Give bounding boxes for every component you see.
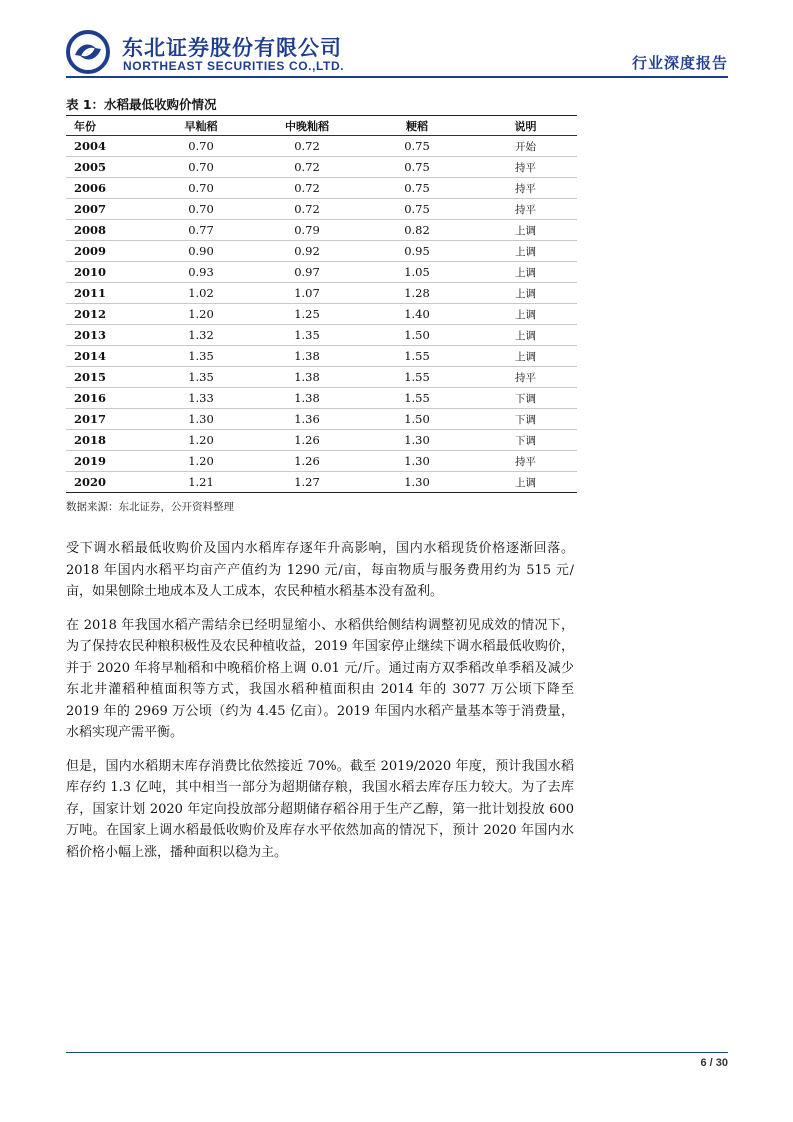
table-row [66, 346, 577, 367]
table-row [66, 283, 577, 304]
row-japonica: 1.50 [360, 325, 474, 346]
row-note: 上调 [474, 325, 577, 346]
row-note: 下调 [474, 388, 577, 409]
column-header-year: 年份 [66, 116, 148, 136]
company-name-en: NORTHEAST SECURITIES CO.,LTD. [123, 59, 345, 73]
row-note: 持平 [474, 367, 577, 388]
row-year: 2015 [66, 367, 148, 388]
row-japonica: 1.30 [360, 451, 474, 472]
row-early-indica: 1.35 [148, 367, 254, 388]
row-note: 开始 [474, 136, 577, 157]
row-early-indica: 0.93 [148, 262, 254, 283]
row-note: 上调 [474, 304, 577, 325]
table-row [66, 178, 577, 199]
row-early-indica: 1.20 [148, 430, 254, 451]
row-year: 2004 [66, 136, 148, 157]
row-japonica: 1.55 [360, 367, 474, 388]
row-early-indica: 1.32 [148, 325, 254, 346]
row-note: 上调 [474, 220, 577, 241]
table-row [66, 325, 577, 346]
row-note: 上调 [474, 346, 577, 367]
page-header [66, 28, 728, 76]
header-divider [66, 76, 728, 78]
row-note: 下调 [474, 430, 577, 451]
row-japonica: 0.75 [360, 136, 474, 157]
table-row [66, 241, 577, 262]
table-row [66, 430, 577, 451]
row-mid-late-indica: 0.72 [254, 178, 360, 199]
table-row [66, 136, 577, 157]
row-year: 2005 [66, 157, 148, 178]
row-year: 2019 [66, 451, 148, 472]
row-early-indica: 1.20 [148, 451, 254, 472]
row-japonica: 1.30 [360, 472, 474, 493]
row-mid-late-indica: 0.72 [254, 199, 360, 220]
row-mid-late-indica: 1.07 [254, 283, 360, 304]
row-year: 2011 [66, 283, 148, 304]
row-early-indica: 0.70 [148, 157, 254, 178]
column-header-early-indica: 早籼稻 [148, 116, 254, 136]
company-name-cn: 东北证券股份有限公司 [122, 36, 342, 60]
row-early-indica: 0.70 [148, 136, 254, 157]
row-early-indica: 1.02 [148, 283, 254, 304]
row-early-indica: 1.20 [148, 304, 254, 325]
row-note: 上调 [474, 283, 577, 304]
row-japonica: 1.28 [360, 283, 474, 304]
row-early-indica: 0.70 [148, 199, 254, 220]
row-early-indica: 0.70 [148, 178, 254, 199]
footer-divider [66, 1052, 728, 1053]
row-japonica: 0.75 [360, 178, 474, 199]
row-note: 持平 [474, 451, 577, 472]
row-year: 2016 [66, 388, 148, 409]
table-row [66, 304, 577, 325]
row-japonica: 1.05 [360, 262, 474, 283]
row-early-indica: 0.90 [148, 241, 254, 262]
row-note: 持平 [474, 178, 577, 199]
table-source: 数据来源：东北证券，公开资料整理 [66, 501, 234, 513]
table-row [66, 199, 577, 220]
table-row [66, 388, 577, 409]
column-header-japonica: 粳稻 [360, 116, 474, 136]
column-header-note: 说明 [474, 116, 577, 136]
table-row [66, 451, 577, 472]
row-japonica: 0.75 [360, 199, 474, 220]
body-text [66, 538, 574, 875]
report-type-label: 行业深度报告 [631, 54, 728, 72]
table-row [66, 409, 577, 430]
row-mid-late-indica: 1.38 [254, 367, 360, 388]
row-mid-late-indica: 1.25 [254, 304, 360, 325]
row-year: 2018 [66, 430, 148, 451]
row-year: 2013 [66, 325, 148, 346]
row-early-indica: 0.77 [148, 220, 254, 241]
rice-min-price-table [66, 115, 577, 493]
table-row [66, 157, 577, 178]
row-mid-late-indica: 1.26 [254, 430, 360, 451]
row-year: 2009 [66, 241, 148, 262]
row-japonica: 0.82 [360, 220, 474, 241]
page-number: 6 / 30 [700, 1057, 728, 1069]
row-japonica: 0.95 [360, 241, 474, 262]
row-mid-late-indica: 1.26 [254, 451, 360, 472]
row-early-indica: 1.35 [148, 346, 254, 367]
table-row [66, 367, 577, 388]
paragraph: 但是，国内水稻期末库存消费比依然接近 70%。截至 2019/2020 年度，预计我国水稻库存约 1.3 亿吨，其中相当一部分为超期储存粮，我国水稻去库存压力较大。为了去库存，国家计划 2020 年定向投放部分超期储存稻谷用于生产乙醇，第一批计划投放 600 万吨。在国家上调水稻最低收购价及库存水平依然加高的情况下，预计 2020 年国内水稻价格小幅上涨，播种面积以稳为主。 [66, 758, 574, 860]
row-mid-late-indica: 0.79 [254, 220, 360, 241]
row-mid-late-indica: 0.72 [254, 136, 360, 157]
company-logo-icon [66, 30, 110, 74]
row-japonica: 0.75 [360, 157, 474, 178]
row-early-indica: 1.33 [148, 388, 254, 409]
row-note: 上调 [474, 472, 577, 493]
row-note: 持平 [474, 157, 577, 178]
row-japonica: 1.50 [360, 409, 474, 430]
table-row [66, 472, 577, 493]
paragraph: 受下调水稻最低收购价及国内水稻库存逐年升高影响，国内水稻现货价格逐渐回落。2018 年国内水稻平均亩产产值约为 1290 元/亩，每亩物质与服务费用约为 515 元/亩，如果刨除土地成本及人工成本，农民种植水稻基本没有盈利。 [66, 541, 574, 599]
row-note: 上调 [474, 241, 577, 262]
row-mid-late-indica: 1.38 [254, 388, 360, 409]
row-japonica: 1.55 [360, 346, 474, 367]
row-mid-late-indica: 1.35 [254, 325, 360, 346]
paragraph: 在 2018 年我国水稻产需结余已经明显缩小、水稻供给侧结构调整初见成效的情况下，为了保持农民种粮积极性及农民种植收益，2019 年国家停止继续下调水稻最低收购价，并于 2020 年将早籼稻和中晚稻价格上调 0.01 元/斤。通过南方双季稻改单季稻及减少东北井灌稻种植面积等方式，我国水稻种植面积由 2014 年的 3077 万公顷下降至 2019 年的 2969 万公顷（约为 4.45 亿亩）。2019 年国内水稻产量基本等于消费量，水稻实现产需平衡。 [66, 617, 574, 740]
table-row [66, 220, 577, 241]
table-row [66, 262, 577, 283]
row-japonica: 1.40 [360, 304, 474, 325]
row-year: 2014 [66, 346, 148, 367]
row-mid-late-indica: 1.38 [254, 346, 360, 367]
row-mid-late-indica: 0.72 [254, 157, 360, 178]
row-mid-late-indica: 0.97 [254, 262, 360, 283]
row-early-indica: 1.21 [148, 472, 254, 493]
row-year: 2010 [66, 262, 148, 283]
column-header-mid-late-indica: 中晚籼稻 [254, 116, 360, 136]
row-year: 2012 [66, 304, 148, 325]
row-note: 下调 [474, 409, 577, 430]
row-year: 2020 [66, 472, 148, 493]
row-year: 2006 [66, 178, 148, 199]
row-note: 持平 [474, 199, 577, 220]
row-note: 上调 [474, 262, 577, 283]
row-japonica: 1.55 [360, 388, 474, 409]
row-mid-late-indica: 0.92 [254, 241, 360, 262]
row-early-indica: 1.30 [148, 409, 254, 430]
row-japonica: 1.30 [360, 430, 474, 451]
row-year: 2008 [66, 220, 148, 241]
row-year: 2017 [66, 409, 148, 430]
row-mid-late-indica: 1.27 [254, 472, 360, 493]
table-title: 表 1：水稻最低收购价情况 [66, 97, 217, 112]
row-year: 2007 [66, 199, 148, 220]
table-header-row [66, 116, 577, 136]
row-mid-late-indica: 1.36 [254, 409, 360, 430]
